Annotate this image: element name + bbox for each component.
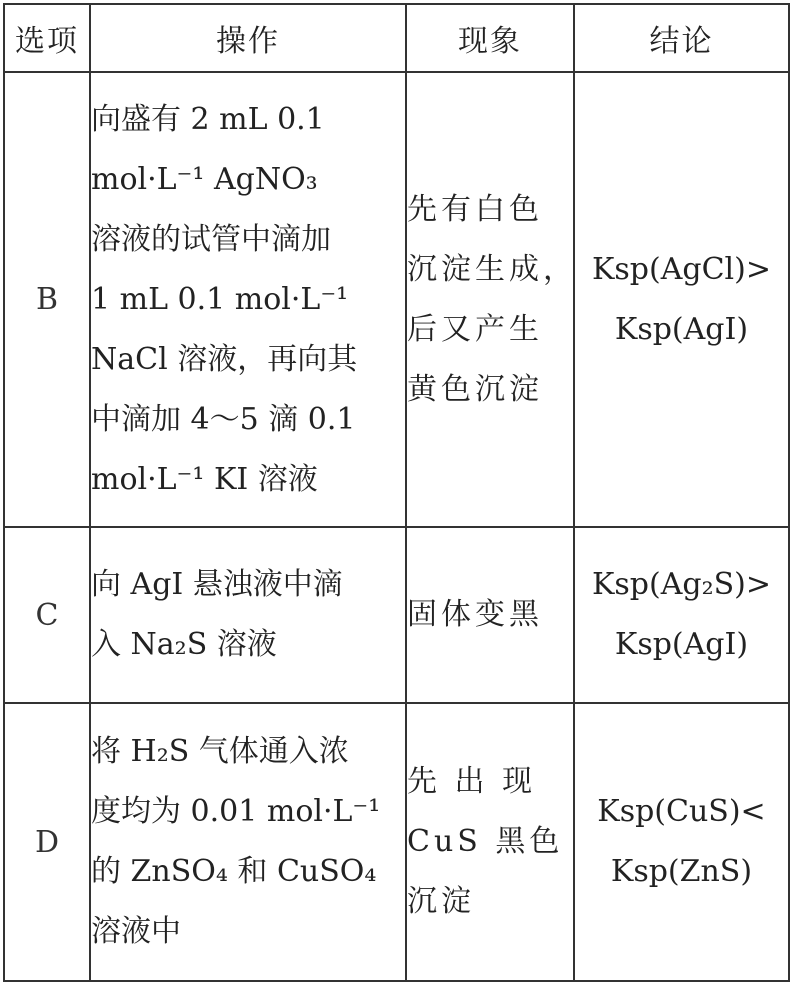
operation-line: 溶液的试管中滴加 <box>91 221 331 257</box>
header-row <box>4 4 789 72</box>
conclusion-line: Ksp(CuS)< <box>597 794 766 829</box>
option-cell: B <box>4 72 90 527</box>
phenomenon-line: 先 出 现 <box>407 764 537 799</box>
operation-line: 1 mL 0.1 mol·L⁻¹ <box>91 281 349 317</box>
header-conclusion: 结论 <box>574 4 789 72</box>
phenomenon-line: 后又产生 <box>407 311 543 347</box>
operation-line: 溶液中 <box>91 914 181 949</box>
conclusion-line: Ksp(AgI) <box>614 627 749 662</box>
operation-line: NaCl 溶液，再向其 <box>91 341 358 377</box>
operation-cell <box>90 527 406 703</box>
phenomenon-line: CuS 黑色 <box>407 824 564 859</box>
phenomenon-line: 黄色沉淀 <box>407 371 543 407</box>
phenomenon-line: 沉淀 <box>407 884 475 919</box>
phenomenon-line: 固体变黑 <box>407 597 543 632</box>
operation-line: 中滴加 4～5 滴 0.1 <box>91 401 356 437</box>
phenomenon-cell <box>406 72 577 527</box>
phenomenon-line: 沉淀生成， <box>407 251 577 287</box>
header-operation: 操作 <box>90 4 406 72</box>
conclusion-line: Ksp(ZnS) <box>610 854 753 889</box>
operation-line: 向盛有 2 mL 0.1 <box>91 101 325 137</box>
operation-cell <box>90 72 406 527</box>
conclusion-line: Ksp(AgCl)> <box>592 251 771 287</box>
operation-line: 将 H₂S 气体通入浓 <box>91 734 349 769</box>
operation-line: mol·L⁻¹ KI 溶液 <box>91 461 318 497</box>
operation-cell <box>90 703 406 981</box>
option-cell: D <box>4 703 90 981</box>
conclusion-cell <box>574 72 789 527</box>
phenomenon-cell <box>406 703 574 981</box>
conclusion-line: Ksp(AgI) <box>614 311 749 347</box>
option-cell: C <box>4 527 90 703</box>
conclusion-cell <box>574 703 789 981</box>
conclusion-line: Ksp(Ag₂S)> <box>591 567 771 602</box>
table-row <box>4 527 789 703</box>
phenomenon-cell <box>406 527 574 703</box>
operation-line: mol·L⁻¹ AgNO₃ <box>91 161 318 197</box>
header-phenomenon: 现象 <box>406 4 574 72</box>
table-row <box>4 72 789 527</box>
conclusion-cell <box>574 527 789 703</box>
table-row <box>4 703 789 981</box>
experiment-table <box>3 3 790 982</box>
phenomenon-line: 先有白色 <box>407 191 543 227</box>
operation-line: 向 AgI 悬浊液中滴 <box>91 567 343 602</box>
operation-line: 度均为 0.01 mol·L⁻¹ <box>91 794 381 829</box>
operation-line: 入 Na₂S 溶液 <box>91 627 277 662</box>
header-option: 选项 <box>4 4 90 72</box>
operation-line: 的 ZnSO₄ 和 CuSO₄ <box>91 854 377 889</box>
